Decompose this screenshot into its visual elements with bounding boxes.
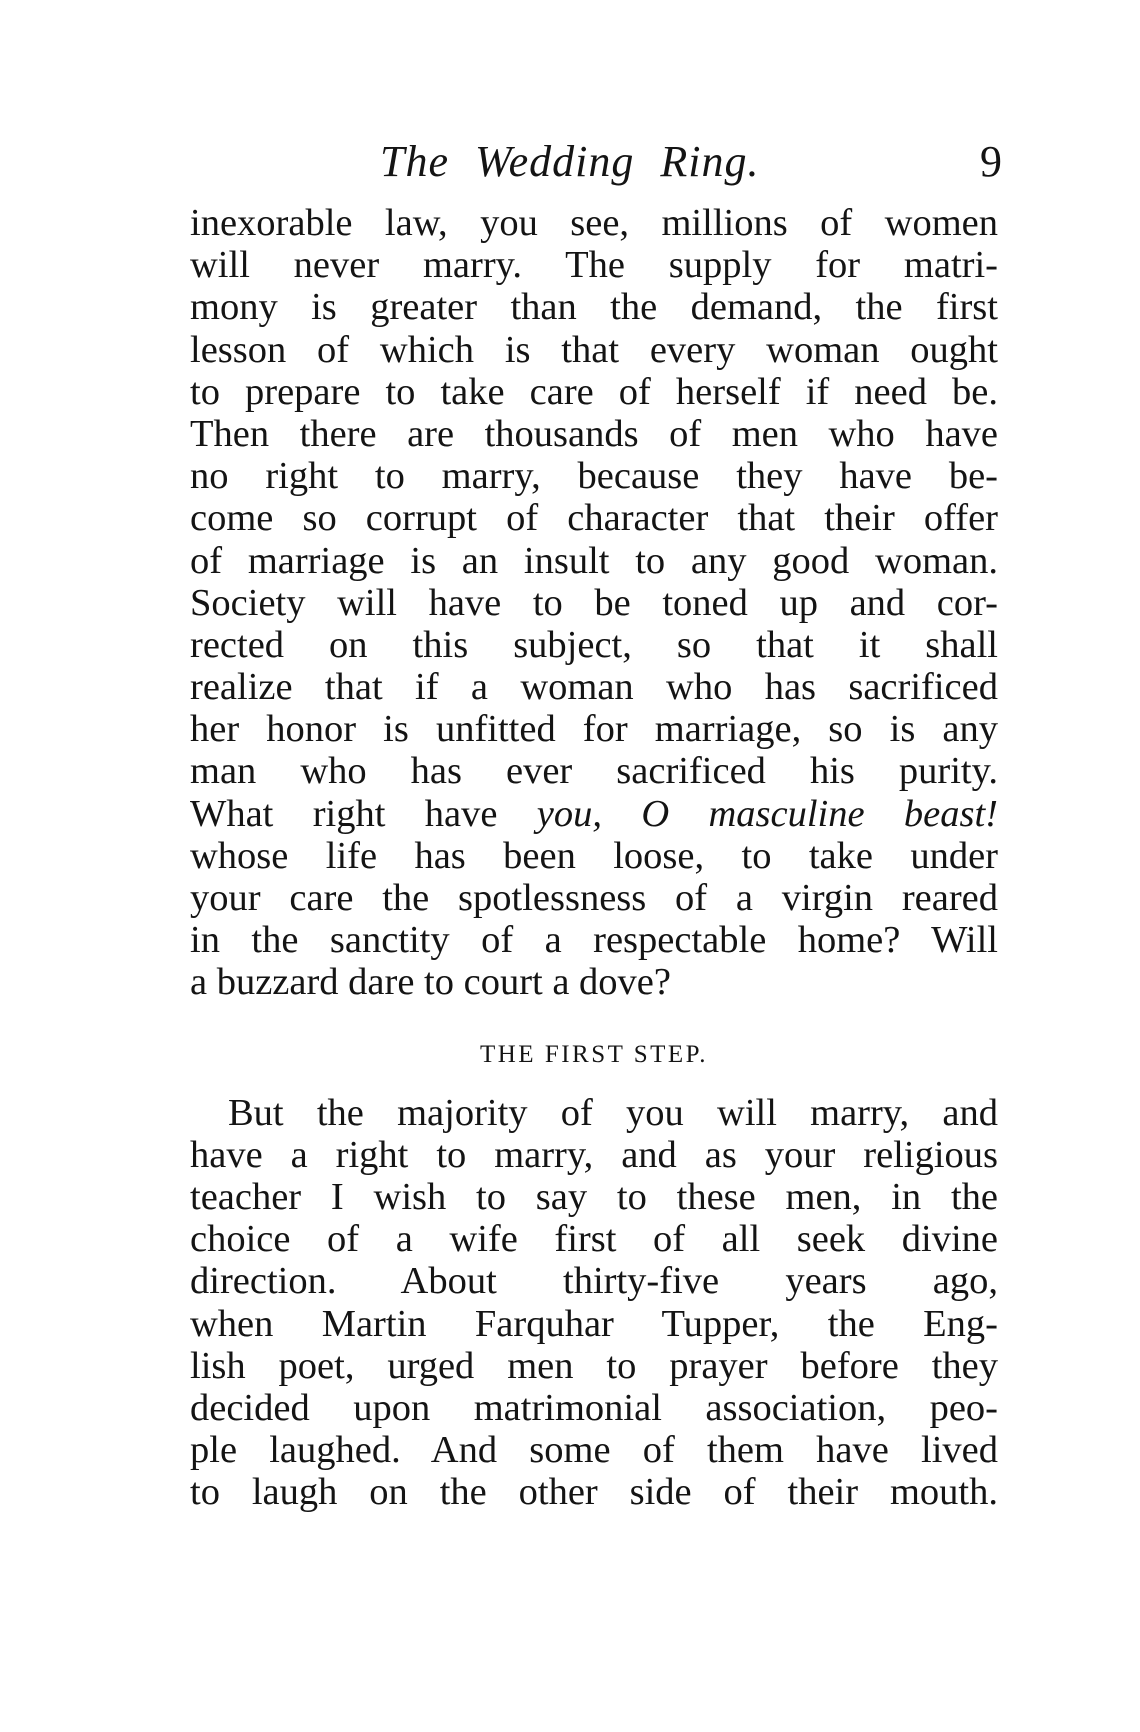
line-text: What right have: [190, 792, 537, 835]
text-line: to prepare to take care of herself if need be.: [190, 370, 998, 413]
text-line: But the majority of you will marry, and: [228, 1091, 998, 1134]
text-line: Then there are thousands of men who have: [190, 412, 998, 455]
text-line: lesson of which is that every woman ought: [190, 328, 998, 371]
paragraph-2: [190, 1092, 998, 1514]
text-line: inexorable law, you see, millions of women: [190, 202, 998, 244]
paragraph-1: [190, 202, 998, 1004]
text-line: of marriage is an insult to any good woman.: [190, 539, 998, 582]
text-line: will never marry. The supply for matri-: [190, 244, 998, 287]
text-line: Society will have to be toned up and cor-: [190, 581, 998, 624]
text-line: mony is greater than the demand, the first: [190, 286, 998, 329]
italic-phrase: you, O masculine beast!: [536, 792, 998, 835]
text-line: choice of a wife first of all seek divine: [190, 1218, 998, 1261]
text-line: direction. About thirty-five years ago,: [190, 1260, 998, 1303]
section-heading: THE FIRST STEP.: [479, 1040, 709, 1068]
text-line: have a right to marry, and as your religious: [190, 1133, 998, 1176]
text-line: ple laughed. And some of them have lived: [190, 1429, 998, 1472]
text-line: teacher I wish to say to these men, in the: [190, 1175, 998, 1218]
running-head: [190, 136, 1002, 196]
text-line: realize that if a woman who has sacrificed: [190, 666, 998, 709]
text-line: decided upon matrimonial association, peo-: [190, 1386, 998, 1429]
running-title: The Wedding Ring.: [380, 137, 760, 186]
text-line: your care the spotlessness of a virgin reared: [190, 877, 998, 919]
text-line: rected on this subject, so that it shall: [190, 623, 998, 666]
text-line: no right to marry, because they have be-: [190, 455, 998, 498]
text-line: in the sanctity of a respectable home? Will: [190, 919, 998, 962]
text-line: man who has ever sacrificed his purity.: [190, 750, 998, 793]
page-number: 9: [980, 137, 1002, 186]
text-line: her honor is unfitted for marriage, so is any: [190, 708, 998, 751]
text-line: a buzzard dare to court a dove?: [190, 961, 671, 1004]
text-line: whose life has been loose, to take under: [190, 834, 998, 877]
text-line: come so corrupt of character that their offer: [190, 497, 998, 540]
body-text: [190, 202, 998, 1513]
text-line: when Martin Farquhar Tupper, the Eng-: [190, 1302, 998, 1345]
text-line-with-italic: [190, 793, 998, 835]
text-line: lish poet, urged men to prayer before they: [190, 1344, 998, 1387]
text-line: to laugh on the other side of their mouth.: [190, 1471, 998, 1514]
